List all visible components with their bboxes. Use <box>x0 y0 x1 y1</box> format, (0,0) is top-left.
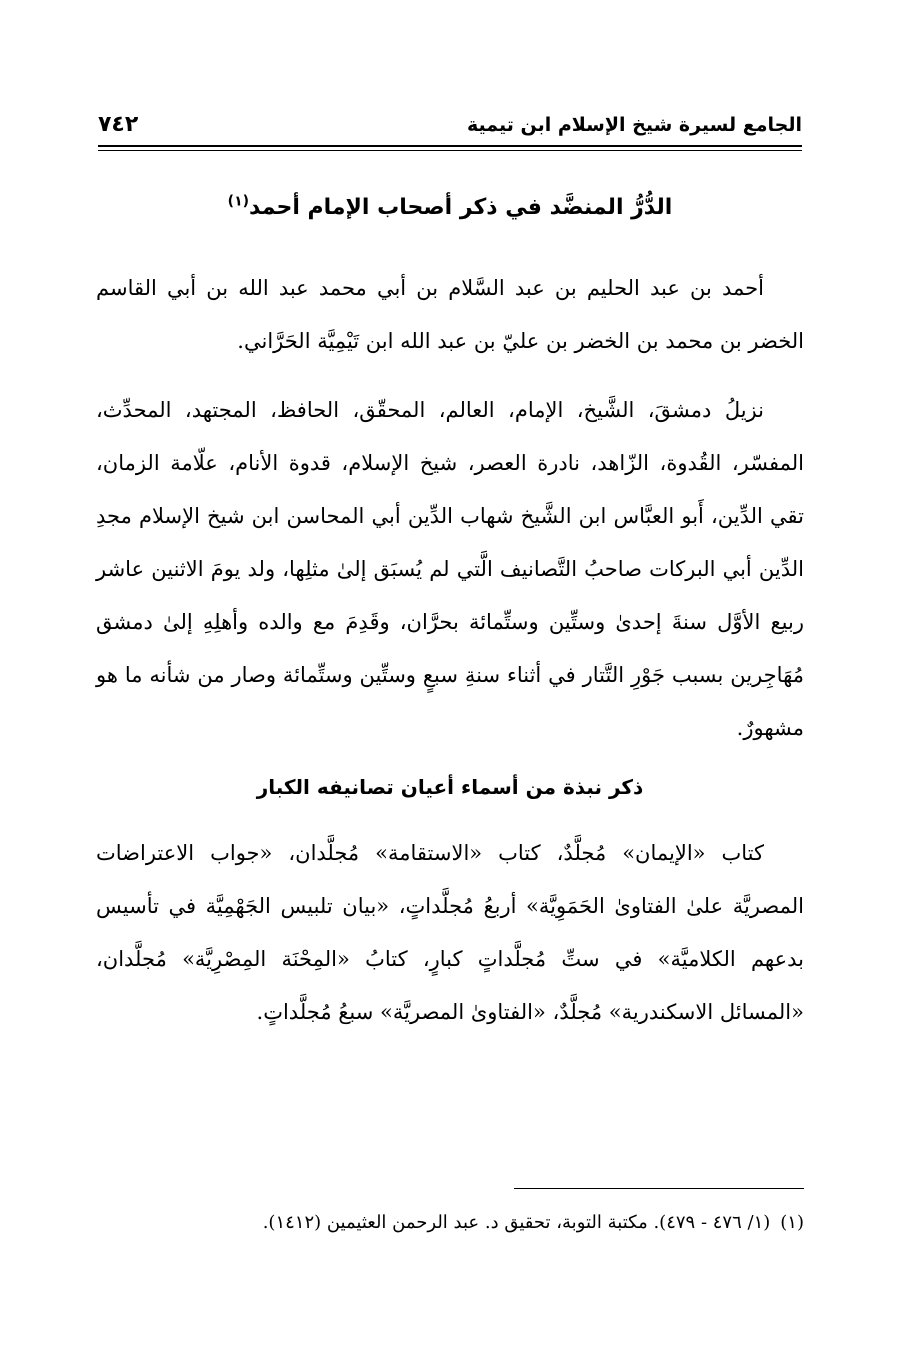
header-divider-thick <box>98 145 802 147</box>
works-subheading: ذكر نبذة من أسماء أعيان تصانيفه الكبار <box>256 775 644 799</box>
section-heading-text: الدُّرُّ المنضَّد في ذكر أصحاب الإمام أحمد <box>249 195 673 220</box>
section-heading <box>96 180 804 236</box>
footnote-divider <box>514 1188 804 1189</box>
footnote-marker: (١) <box>780 1212 804 1233</box>
biography-lineage-paragraph: أحمد بن عبد الحليم بن عبد السَّلام بن أبي محمد عبد الله بن أبي القاسم الخضر بن محمد بن الخضر بن عليّ بن عبد الله ابن تَيْمِيَّة الحَرَّاني. <box>96 276 804 353</box>
running-title: الجامع لسيرة شيخ الإسلام ابن تيمية <box>466 114 802 136</box>
footnote <box>96 1208 804 1238</box>
header-divider-thin <box>98 150 802 151</box>
footnote-text: (١/ ٤٧٦ - ٤٧٩). مكتبة التوبة، تحقيق د. عبد الرحمن العثيمين (١٤١٢). <box>262 1212 771 1233</box>
main-content <box>96 180 804 1039</box>
footnote-reference: (١) <box>227 193 250 210</box>
works-list-paragraph: كتاب «الإيمان» مُجلَّدٌ، كتاب «الاستقامة» مُجلَّدان، «جواب الاعتراضات المصريَّة علىٰ الفتاوىٰ الحَمَوِيَّة» أربعُ مُجلَّداتٍ، «بيان تلبيس الجَهْمِيَّة في تأسيس بدعهم الكلاميَّة» في ستِّ مُجلَّداتٍ كبارٍ، كتابُ «المِحْنَة المِصْرِيَّة» مُجلَّدان، «المسائل الاسكندرية» مُجلَّدٌ، «الفتاوىٰ المصريَّة» سبعُ مُجلَّداتٍ. <box>96 841 804 1024</box>
running-header <box>98 112 802 152</box>
biography-description-paragraph: نزيلُ دمشقَ، الشَّيخ، الإمام، العالم، المحقّق، الحافظ، المجتهد، المحدِّث، المفسّر، القُدوة، الزّاهد، نادرة العصر، شيخ الإسلام، قدوة الأنام، علّامة الزمان، تقي الدِّين، أَبو العبَّاس ابن الشَّيخ شهاب الدِّين أبي المحاسن ابن شيخ الإسلام مجدِ الدِّين أبي البركات صاحبُ التَّصانيف الَّتي لم يُسبَق إلىٰ مثلِها، ولد يومَ الاثنين عاشر ربيع الأوَّل سنةَ إحدىٰ وستِّين وستِّمائة بحرَّان، وقَدِمَ مع والده وأهلِهِ إلىٰ دمشق مُهَاجِرين بسبب جَوْرِ التَّتار في أثناء سنةِ سبعٍ وستِّين وستِّمائة وصار من شأنه ما هو مشهورٌ. <box>96 398 804 740</box>
page-number: ٧٤٢ <box>98 112 139 137</box>
